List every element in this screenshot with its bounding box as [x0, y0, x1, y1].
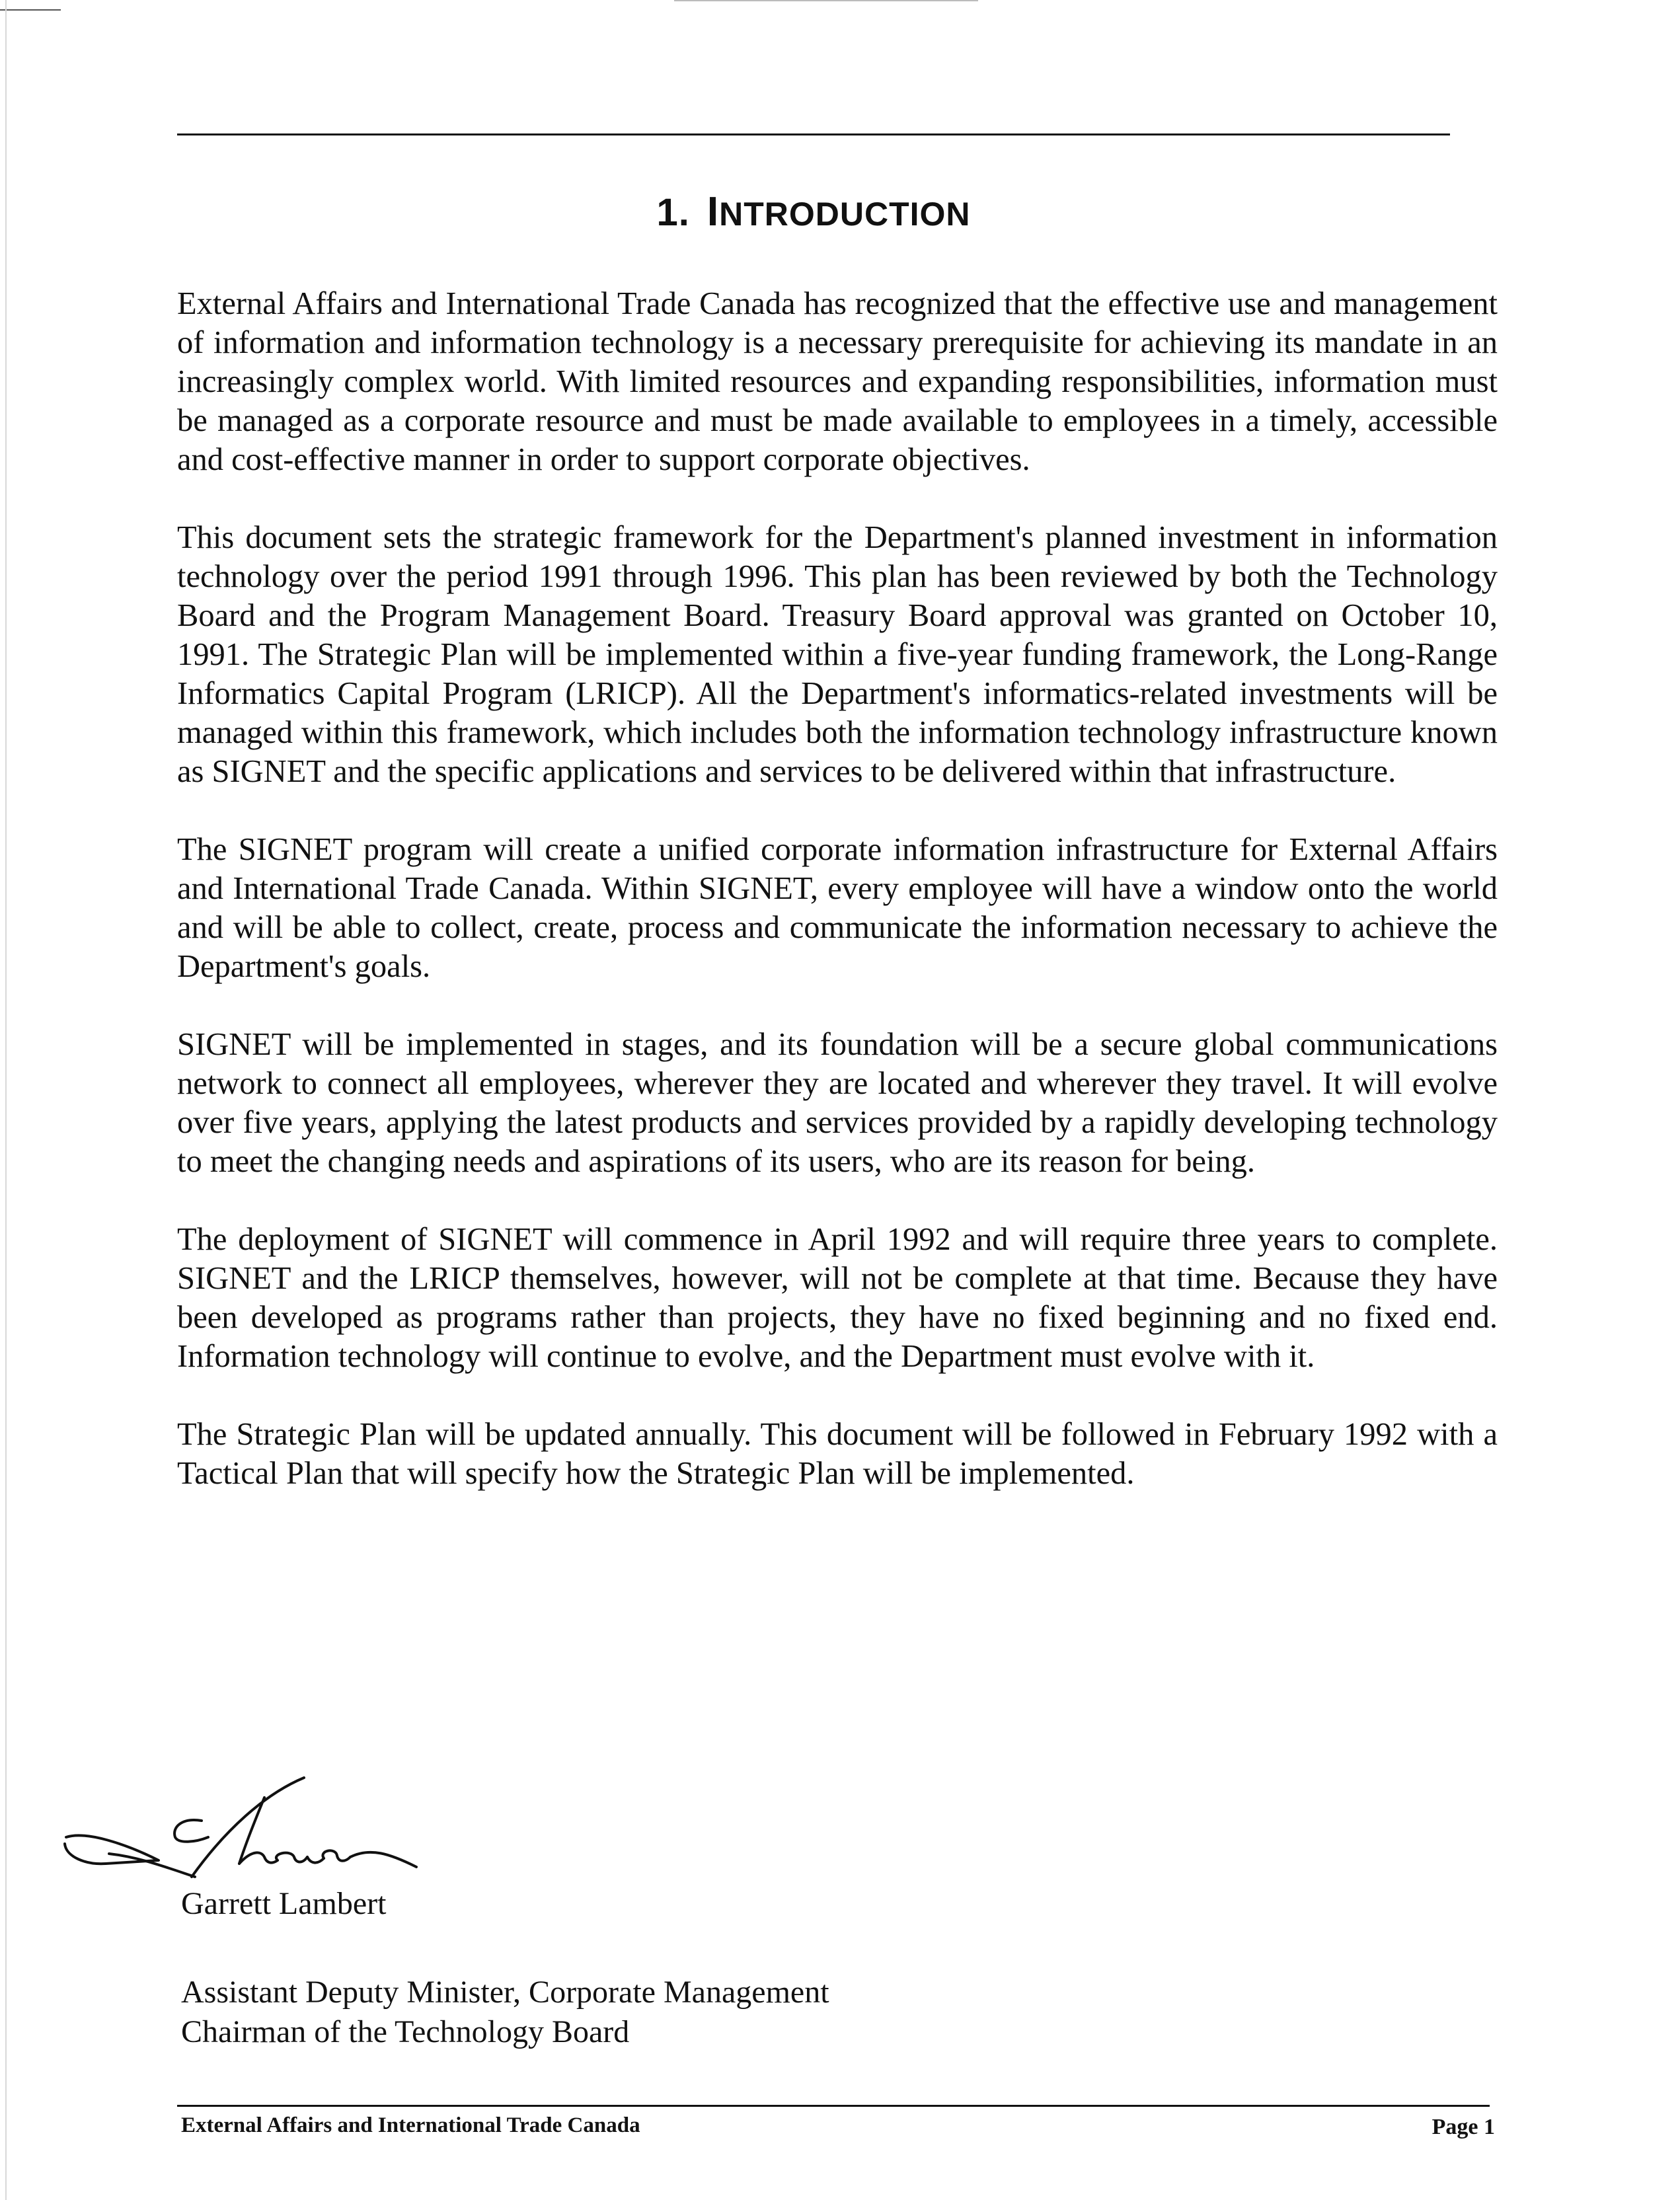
scan-left-edge	[5, 0, 7, 2200]
section-heading	[177, 189, 1450, 235]
body-text	[177, 284, 1498, 1532]
section-title-rest: NTRODUCTION	[719, 196, 971, 233]
footer-organization: External Affairs and International Trade Canada	[181, 2113, 640, 2137]
paragraph-signet-stages: SIGNET will be implemented in stages, and its foundation will be a secure global communications network to connect all employees, wherever they are located and wherever they travel. It will evolve over five years, applying the latest products and services provided by a rapidly developing technology to meet the changing needs and aspirations of its users, who are its reason for being.	[177, 1027, 1498, 1179]
section-title-initial: I	[706, 189, 720, 235]
signatory-title-line1: Assistant Deputy Minister, Corporate Management	[181, 1975, 829, 2010]
paragraph-deployment: The deployment of SIGNET will commence in April 1992 and will require three years to complete. SIGNET and the LRICP themselves, however, will not be complete at that time. Because they have been developed as programs rather than projects, they have no fixed beginning and no fixed end. Information technology will continue to evolve, and the Department must evolve with it.	[177, 1222, 1498, 1374]
header-rule	[177, 133, 1450, 135]
section-number: 1.	[656, 191, 690, 234]
footer-page-number: Page 1	[1432, 2115, 1495, 2139]
signatory-title-line2: Chairman of the Technology Board	[181, 2014, 630, 2049]
paragraph-updates: The Strategic Plan will be updated annually. This document will be followed in February 1992 with a Tactical Plan that will specify how the Strategic Plan will be implemented.	[177, 1417, 1498, 1491]
signatory-name: Garrett Lambert	[181, 1886, 387, 1921]
handwritten-signature	[46, 1745, 522, 1897]
scan-edge-mark-top	[674, 0, 978, 1]
paragraph-signet-program: The SIGNET program will create a unified corporate information infrastructure for External Affairs and International Trade Canada. Within SIGNET, every employee will have a window onto the world and will be able to collect, create, process and communicate the information necessary to achieve the Department's goals.	[177, 832, 1498, 984]
footer-rule	[177, 2105, 1490, 2107]
scan-edge-mark	[0, 9, 61, 11]
paragraph-strategic-framework: This document sets the strategic framework for the Department's planned investment in information technology over the period 1991 through 1996. This plan has been reviewed by both the Technology Board and the Program Management Board. Treasury Board approval was granted on October 10, 1991. The Strategic Plan will be implemented within a five-year funding framework, the Long-Range Informatics Capital Program (LRICP). All the Department's informatics-related investments will be managed within this framework, which includes both the information technology infrastructure known as SIGNET and the specific applications and services to be delivered within that infrastructure.	[177, 520, 1498, 789]
signatory-title	[181, 1973, 829, 2052]
paragraph-intro: External Affairs and International Trade Canada has recognized that the effective use and management of information and information technology is a necessary prerequisite for achieving its mandate in an increasingly complex world. With limited resources and expanding responsibilities, information must be managed as a corporate resource and must be made available to employees in a timely, accessible and cost-effective manner in order to support corporate objectives.	[177, 286, 1498, 477]
